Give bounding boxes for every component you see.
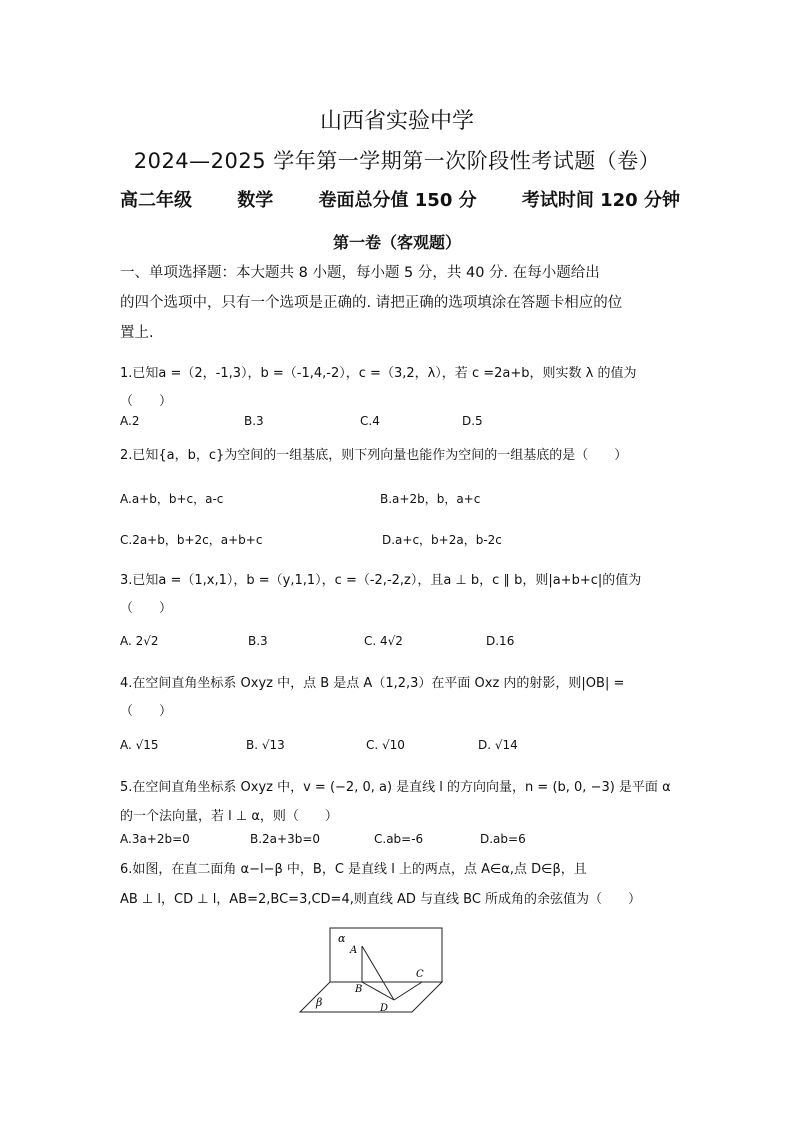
instruction-line-1: 一、单项选择题：本大题共 8 小题，每小题 5 分，共 40 分. 在每小题给出 bbox=[120, 265, 600, 281]
q3-option-b: B.3 bbox=[248, 634, 268, 648]
grade-label: 高二年级 bbox=[120, 190, 192, 211]
instruction-line-2: 的四个选项中，只有一个选项是正确的. 请把正确的选项填涂在答题卡相应的位 bbox=[120, 295, 623, 311]
label-beta: β bbox=[316, 996, 323, 1009]
q4-option-d: D. √14 bbox=[478, 738, 518, 752]
q1-option-c: C.4 bbox=[360, 414, 380, 428]
q4-options bbox=[120, 738, 680, 758]
q5-options bbox=[120, 832, 680, 852]
segment-CD bbox=[394, 982, 422, 1000]
q4-option-a: A. √15 bbox=[120, 738, 159, 752]
exam-title: 2024—2025 学年第一学期第一次阶段性考试题（卷） bbox=[133, 149, 661, 173]
label-alpha: α bbox=[338, 932, 346, 945]
q2-stem: 2.已知{a，b，c}为空间的一组基底，则下列向量也能作为空间的一组基底的是（ ） bbox=[120, 448, 628, 463]
q4-stem: 4.在空间直角坐标系 Oxyz 中，点 B 是点 A（1,2,3）在平面 Oxz 内的射影，则|OB| = bbox=[120, 676, 625, 691]
label-A: A bbox=[350, 945, 358, 956]
subject-label: 数学 bbox=[237, 190, 274, 211]
q5-option-c: C.ab=-6 bbox=[374, 832, 424, 846]
q5-option-b: B.2a+3b=0 bbox=[250, 832, 321, 846]
plane-alpha bbox=[330, 928, 442, 982]
q2-options-row-2 bbox=[120, 531, 680, 551]
part-title: 第一卷（客观题） bbox=[332, 233, 461, 252]
q1-option-d: D.5 bbox=[462, 414, 483, 428]
q1-stem: 1.已知a =（2，-1,3），b =（-1,4,-2），c =（3,2，λ），若 c =2a+b，则实数 λ 的值为 bbox=[120, 366, 637, 381]
q2-option-c: C.2a+b，b+2c，a+b+c bbox=[120, 533, 263, 547]
q1-option-b: B.3 bbox=[244, 414, 264, 428]
q3-paren: （ ） bbox=[120, 601, 173, 616]
instruction-line-3: 置上. bbox=[120, 325, 154, 341]
q3-option-c: C. 4√2 bbox=[364, 634, 403, 648]
q1-paren: （ ） bbox=[120, 394, 173, 409]
dihedral-angle-figure bbox=[290, 920, 450, 1020]
exam-info-line bbox=[120, 186, 680, 212]
q2-option-a: A.a+b，b+c，a-c bbox=[120, 492, 224, 506]
q1-option-a: A.2 bbox=[120, 414, 140, 428]
q5-stem-line-1: 5.在空间直角坐标系 Oxyz 中，v = (−2, 0, a) 是直线 l 的方向向量，n = (b, 0, −3) 是平面 α bbox=[120, 780, 671, 795]
q3-options bbox=[120, 634, 680, 654]
q5-option-a: A.3a+2b=0 bbox=[120, 832, 190, 846]
q2-option-d: D.a+c，b+2a，b-2c bbox=[382, 533, 502, 547]
q3-stem: 3.已知a =（1,x,1），b =（y,1,1），c =（-2,-2,z），且a ⊥ b，c ∥ b，则|a+b+c|的值为 bbox=[120, 573, 642, 588]
q5-stem-line-2: 的一个法向量，若 l ⊥ α，则（ ） bbox=[120, 809, 338, 824]
segment-AD bbox=[362, 946, 394, 1000]
q4-option-c: C. √10 bbox=[366, 738, 405, 752]
q2-option-b: B.a+2b，b，a+c bbox=[380, 492, 481, 506]
q1-options bbox=[120, 414, 680, 434]
q6-stem-line-1: 6.如图，在直二面角 α−l−β 中，B，C 是直线 l 上的两点，点 A∈α,点 D∈β，且 bbox=[120, 862, 587, 877]
label-B: B bbox=[355, 984, 363, 995]
q4-paren: （ ） bbox=[120, 704, 173, 719]
time-label: 考试时间 120 分钟 bbox=[521, 190, 680, 211]
label-C: C bbox=[416, 969, 424, 980]
q3-option-d: D.16 bbox=[486, 634, 515, 648]
q5-option-d: D.ab=6 bbox=[480, 832, 526, 846]
q4-option-b: B. √13 bbox=[246, 738, 285, 752]
q3-option-a: A. 2√2 bbox=[120, 634, 159, 648]
score-label: 卷面总分值 150 分 bbox=[318, 190, 477, 211]
school-title: 山西省实验中学 bbox=[319, 109, 474, 134]
q6-stem-line-2: AB ⊥ l，CD ⊥ l，AB=2,BC=3,CD=4,则直线 AD 与直线 BC 所成角的余弦值为（ ） bbox=[120, 892, 642, 907]
label-D: D bbox=[380, 1003, 389, 1014]
q2-options-row-1 bbox=[120, 490, 680, 510]
